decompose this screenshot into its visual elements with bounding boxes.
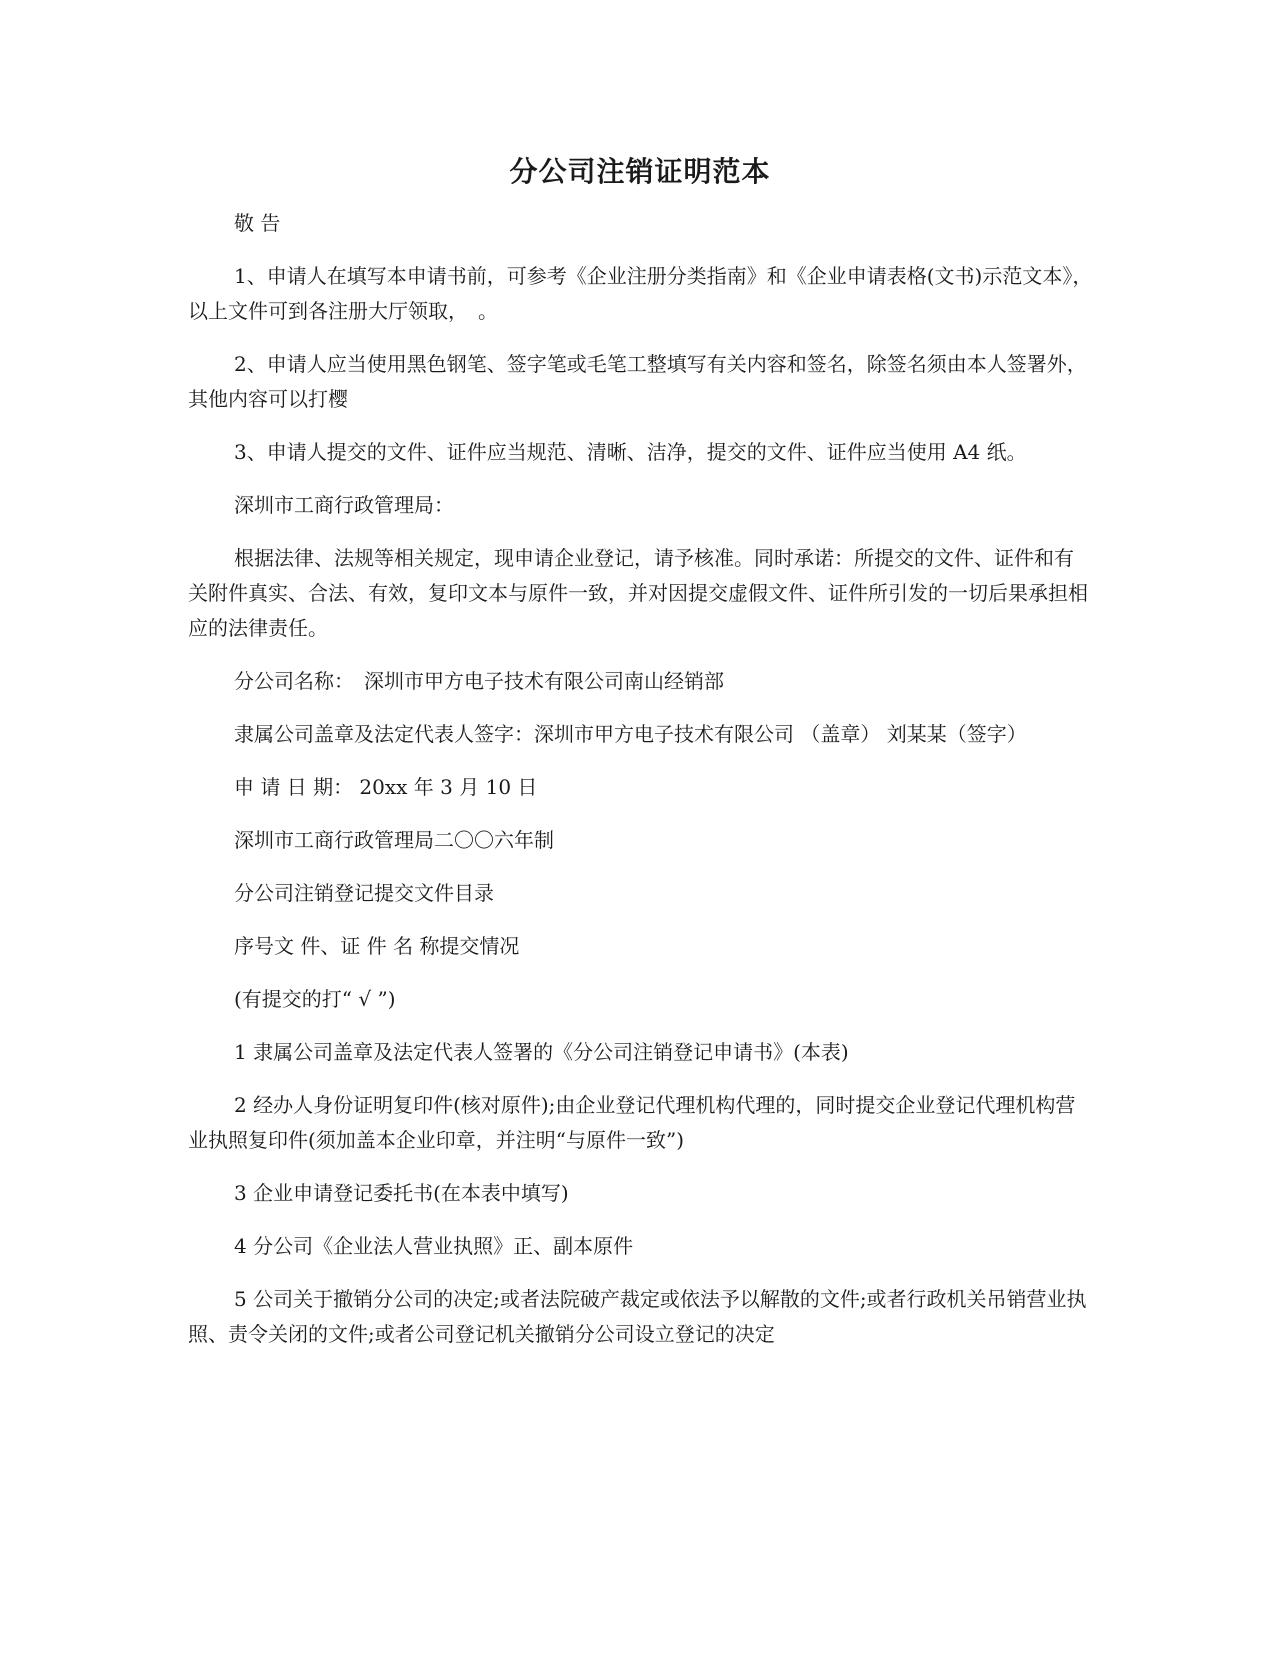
addressee: 深圳市工商行政管理局： bbox=[234, 493, 454, 517]
seal-signature-field: 隶属公司盖章及法定代表人签字：深圳市甲方电子技术有限公司 （盖章） 刘某某（签字） bbox=[234, 722, 1027, 746]
branch-name-field: 分公司名称： 深圳市甲方电子技术有限公司南山经销部 bbox=[234, 669, 724, 693]
notice-item-3: 3、申请人提交的文件、证件应当规范、清晰、洁净，提交的文件、证件应当使用 A4 纸。 bbox=[234, 440, 1027, 464]
file-list-item-1: 1 隶属公司盖章及法定代表人签署的《分公司注销登记申请书》(本表) bbox=[234, 1040, 849, 1064]
notice-item-1: 1、申请人在填写本申请书前，可参考《企业注册分类指南》和《企业申请表格(文书)示范文本》，以上文件可到各注册大厅领取， 。 bbox=[188, 264, 1093, 323]
notice-item-2: 2、申请人应当使用黑色钢笔、签字笔或毛笔工整填写有关内容和签名，除签名须由本人签署外，其他内容可以打樱 bbox=[188, 352, 1087, 411]
issuer-note: 深圳市工商行政管理局二〇〇六年制 bbox=[234, 828, 554, 852]
document-body bbox=[188, 206, 1093, 1370]
notice-heading: 敬 告 bbox=[234, 211, 281, 235]
application-date-field: 申 请 日 期： 20xx 年 3 月 10 日 bbox=[234, 775, 538, 799]
file-list-item-4: 4 分公司《企业法人营业执照》正、副本原件 bbox=[234, 1234, 634, 1258]
document-title: 分公司注销证明范本 bbox=[509, 155, 771, 188]
file-list-instruction: (有提交的打“ √ ”) bbox=[234, 987, 396, 1011]
file-list-item-3: 3 企业申请登记委托书(在本表中填写) bbox=[234, 1181, 569, 1205]
application-statement: 根据法律、法规等相关规定，现申请企业登记，请予核准。同时承诺：所提交的文件、证件和有关附件真实、合法、有效，复印文本与原件一致，并对因提交虚假文件、证件所引发的一切后果承担相应的法律责任。 bbox=[188, 546, 1088, 640]
file-list-item-2: 2 经办人身份证明复印件(核对原件);由企业登记代理机构代理的，同时提交企业登记代理机构营业执照复印件(须加盖本企业印章，并注明“与原件一致”) bbox=[188, 1093, 1076, 1152]
file-list-columns: 序号文 件、证 件 名 称提交情况 bbox=[234, 934, 520, 958]
file-list-heading: 分公司注销登记提交文件目录 bbox=[234, 881, 494, 905]
file-list-item-5: 5 公司关于撤销分公司的决定;或者法院破产裁定或依法予以解散的文件;或者行政机关吊销营业执照、责令关闭的文件;或者公司登记机关撤销分公司设立登记的决定 bbox=[188, 1287, 1087, 1346]
